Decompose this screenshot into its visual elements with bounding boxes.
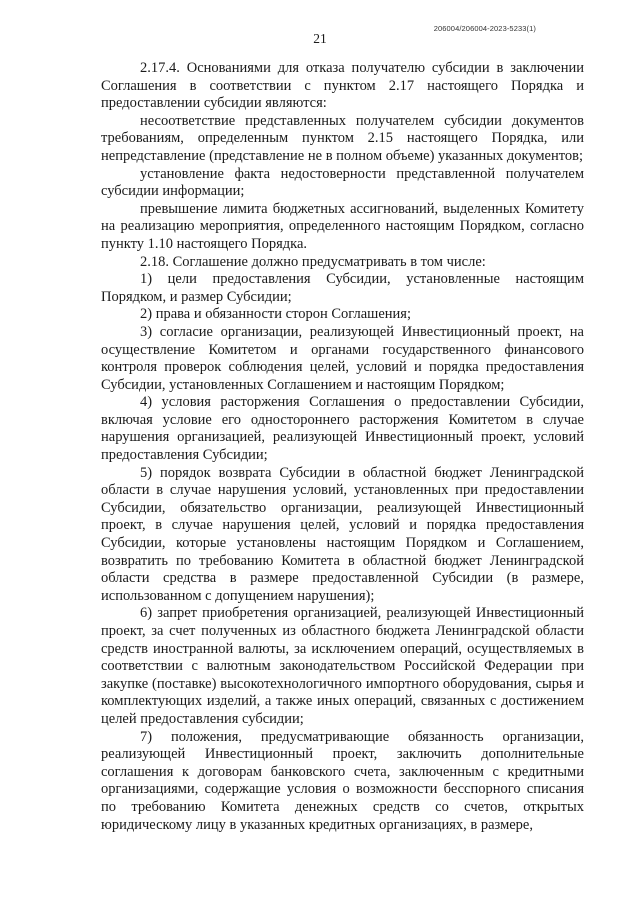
list-item-5: 5) порядок возврата Субсидии в областной бюджет Ленинградской области в случае нарушения условий, установленных при предоставлении Субсидии, обязательство организации, реализующей Инвестиционный проект, в случае нарушения целей, условий и порядка предоставления Субсидии, которые установлены настоящим Порядком и Соглашением, возвратить по требованию Комитета в областной бюджет Ленинградской области средства в размере предоставленной Субсидии (в размере, использованном с допущением нарушения); [101,464,584,604]
paragraph-2-17-4: 2.17.4. Основаниями для отказа получателю субсидии в заключении Соглашения в соответствии с пунктом 2.17 настоящего Порядка и предоставлении субсидии являются: [101,60,584,112]
paragraph-2-18: 2.18. Соглашение должно предусматривать в том числе: [140,253,486,270]
list-item-4: 4) условия расторжения Соглашения о предоставлении Субсидии, включая условие его одностороннего расторжения Комитетом в случае нарушения организацией, реализующей Инвестиционный проект, условий предоставления Субсидии; [101,394,584,464]
page-number: 21 [313,31,327,46]
list-item-3: 3) согласие организации, реализующей Инвестиционный проект, на осуществление Комитетом и органами государственного финансового контроля проверок соблюдения целей, условий и порядка предоставления Субсидии, установленных Соглашением и настоящим Порядком; [101,323,584,393]
list-item-2: 2) права и обязанности сторон Соглашения; [140,306,411,323]
paragraph-refusal-ground-2: установление факта недостоверности представленной получателем субсидии информации; [101,165,584,200]
paragraph-refusal-ground-3: превышение лимита бюджетных ассигнований, выделенных Комитету на реализацию мероприятия, определенного настоящим Порядком, согласно пункту 1.10 настоящего Порядка. [101,200,584,252]
list-item-6: 6) запрет приобретения организацией, реализующей Инвестиционный проект, за счет полученных из областного бюджета Ленинградской области средств иностранной валюты, за исключением операций, осуществляемых в соответствии с валютным законодательством Российской Федерации при закупке (поставке) высокотехнологичного импортного оборудования, сырья и комплектующих изделий, а также иных операций, связанных с достижением целей предоставления субсидии; [101,605,584,727]
document-body [101,60,584,834]
list-item-7: 7) положения, предусматривающие обязанность организации, реализующей Инвестиционный проект, заключить дополнительные соглашения к договорам банковского счета, заключенным с кредитными организациями, содержащие условия о возможности бесспорного списания по требованию Комитета денежных средств со счетов, открытых юридическому лицу в указанных кредитных организациях, в размере, [101,728,584,833]
document-registration-number: 206004/206004-2023-5233(1) [433,24,536,33]
paragraph-refusal-ground-1: несоответствие представленных получателем субсидии документов требованиям, определенным пунктом 2.15 настоящего Порядка, или непредставление (представление не в полном объеме) указанных документов; [101,112,584,164]
list-item-1: 1) цели предоставления Субсидии, установленные настоящим Порядком, и размер Субсидии; [101,271,584,305]
